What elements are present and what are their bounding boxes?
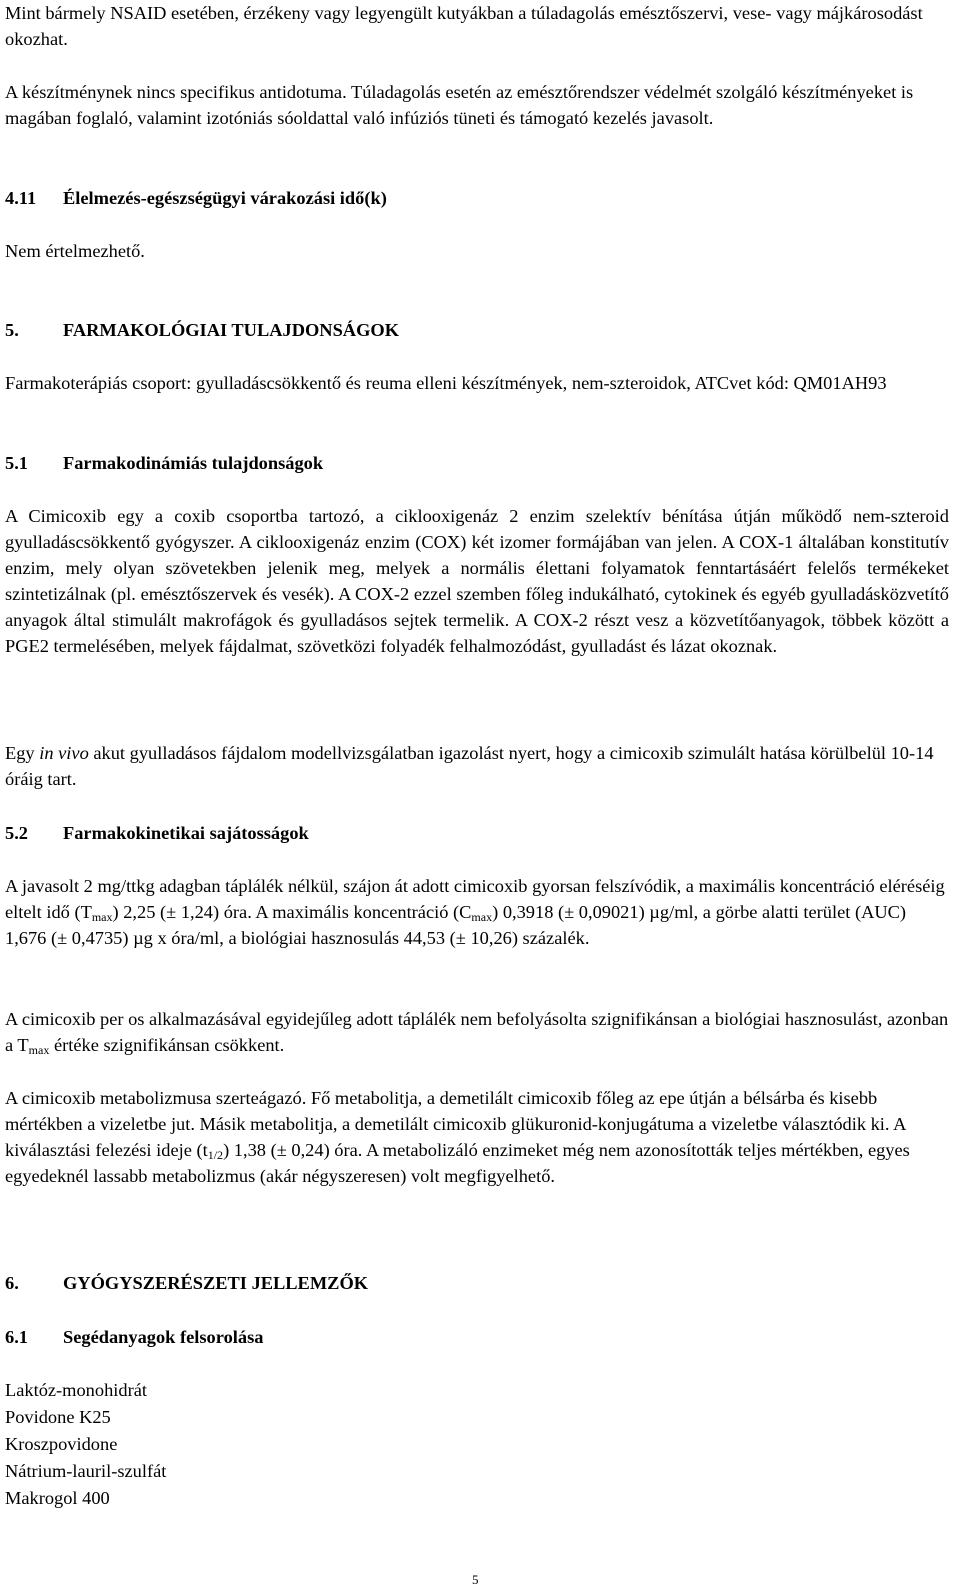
in-vivo-paragraph <box>5 740 949 792</box>
section-5-1-heading <box>5 450 949 476</box>
overdose-paragraph: Mint bármely NSAID esetében, érzékeny vagy legyengült kutyákban a túladagolás emésztőszervi, vese- vagy májkárosodást okozhat. <box>5 3 923 49</box>
section-4-11-heading <box>5 185 949 211</box>
section-5-2-heading <box>5 820 949 846</box>
pharmacodynamics-paragraph: A Cimicoxib egy a coxib csoportba tartozó, a ciklooxigenáz 2 enzim szelektív bénítása útján működő nem-szteroid gyulladáscsökkentő gyógyszer. A ciklooxigenáz enzim (COX) két izomer formájában van jelen. A COX-1 általában konstitutív enzim, mely olyan szövetekben jelenik meg, melyek a normális élettani folyamatok fenntartásáért felelős termékeket szintetizálnak (pl. emésztőszervek és vesék). A COX-2 ezzel szemben főleg indukálható, cytokinek és egyéb gyulladásközvetítő anyagok által stimulált makrofágok és gyulladásos sejtek termelik. A COX-2 részt vesz a közvetítőanyagok, többek között a PGE2 termelésében, melyek fájdalmat, szövetközi folyadék felhalmozódást, gyulladást és lázat okoznak. <box>5 506 949 656</box>
section-number: 6.1 <box>5 1327 28 1347</box>
antidote-paragraph: A készítménynek nincs specifikus antidotuma. Túladagolás esetén az emésztőrendszer védelmét szolgáló készítményeket is magában foglaló, valamint izotóniás sóoldattal való infúziós tüneti és támogató kezelés javasolt. <box>5 82 914 128</box>
section-title: GYÓGYSZERÉSZETI JELLEMZŐK <box>63 1273 369 1293</box>
half-life-subscript: 1/2 <box>207 1148 224 1162</box>
absorption-paragraph <box>5 873 949 951</box>
section-number: 5.1 <box>5 453 28 473</box>
section-title: FARMAKOLÓGIAI TULAJDONSÁGOK <box>63 320 399 340</box>
food-effect-paragraph <box>5 1006 949 1058</box>
tmax-subscript: max <box>91 910 113 924</box>
in-vivo-text-b: akut gyulladásos fájdalom modellvizsgálatban igazolást nyert, hogy a cimicoxib szimulált hatása körülbelül 10-14 óráig tart. <box>5 743 934 789</box>
section-title: Segédanyagok felsorolása <box>63 1327 264 1347</box>
tmax-subscript: max <box>28 1043 50 1057</box>
section-title: Élelmezés-egészségügyi várakozási idő(k) <box>63 188 387 208</box>
section-title: Farmakodinámiás tulajdonságok <box>63 453 324 473</box>
section-number: 5.2 <box>5 823 28 843</box>
metabolism-paragraph <box>5 1085 949 1189</box>
metabolism-text-a: A cimicoxib metabolizmusa szerteágazó. Fő metabolitja, a demetilált cimicoxib főleg az epe útján a bélsárba és kisebb mértékben a vizeletbe jut. Másik metabolitja, a demetilált cimicoxib glükuronid-konjugátuma a vizeletbe választódik ki. A kiválasztási felezési ideje (t <box>5 1088 906 1160</box>
section-number: 6. <box>5 1273 19 1293</box>
food-effect-text-b: értéke szignifikánsan csökkent. <box>49 1035 285 1055</box>
in-vivo-text-a: Egy <box>5 743 40 763</box>
absorption-text-c: ) 0,3918 (± 0,09021) µg/ml, a görbe alatti terület (AUC) 1,676 (± 0,4735) µg x óra/ml, a biológiai hasznosulás 44,53 (± 10,26) százalék. <box>5 902 907 948</box>
food-effect-text-a: A cimicoxib per os alkalmazásával egyidejűleg adott táplálék nem befolyásolta szignifikánsan a biológiai hasznosulást, azonban a T <box>5 1009 949 1055</box>
section-6-heading <box>5 1270 949 1296</box>
list-item: Kroszpovidone <box>5 1434 118 1454</box>
absorption-text-b: ) 2,25 (± 1,24) óra. A maximális koncentráció (C <box>112 902 472 922</box>
list-item: Nátrium-lauril-szulfát <box>5 1461 167 1481</box>
section-6-1-heading <box>5 1324 949 1350</box>
cmax-subscript: max <box>471 910 493 924</box>
list-item: Makrogol 400 <box>5 1488 110 1508</box>
in-vivo-italic: in vivo <box>39 743 89 763</box>
section-title: Farmakokinetikai sajátosságok <box>63 823 309 843</box>
list-item: Povidone K25 <box>5 1407 111 1427</box>
withdrawal-period-text: Nem értelmezhető. <box>5 241 145 261</box>
section-5-heading <box>5 317 949 343</box>
page-number: 5 <box>472 1572 479 1587</box>
absorption-text-a: A javasolt 2 mg/ttkg adagban táplálék nélkül, szájon át adott cimicoxib gyorsan felszívódik, a maximális koncentráció eléréséig eltelt idő (T <box>5 876 945 922</box>
section-number: 5. <box>5 320 19 340</box>
metabolism-text-b: ) 1,38 (± 0,24) óra. A metabolizáló enzimeket még nem azonosították teljes mértékben, egyes egyedeknél lassabb metabolizmus (akár négyszeresen) volt megfigyelhető. <box>5 1140 910 1186</box>
pharmacotherapeutic-group-text: Farmakoterápiás csoport: gyulladáscsökkentő és reuma elleni készítmények, nem-szteroidok, ATCvet kód: QM01AH93 <box>5 373 887 393</box>
excipients-list <box>5 1377 949 1512</box>
list-item: Laktóz-monohidrát <box>5 1380 147 1400</box>
section-number: 4.11 <box>5 188 37 208</box>
